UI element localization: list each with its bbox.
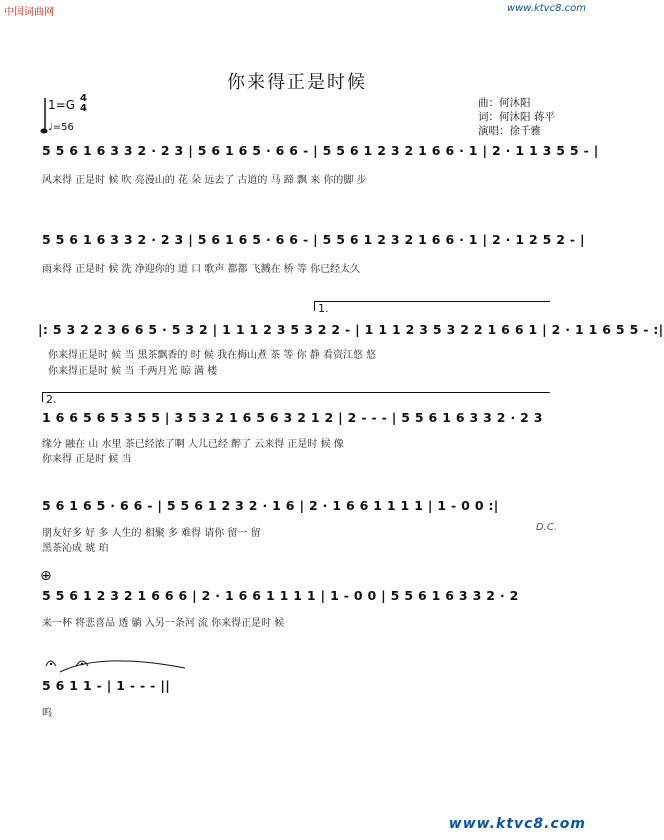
score-row-5-lyrics-1: 朋友好多 好 多 人生的 相聚 多 难得 请你 留一 留 bbox=[42, 528, 261, 539]
dc-marking: D.C. bbox=[536, 522, 558, 533]
score-row-3-notes: |: 5 3 2 2 3 6 6 5 · 5 3 2 | 1 1 1 2 3 5 3 2 2 - | 1 1 1 2 3 5 3 2 2 1 6 6 1 | 2 · 1 1 6 5 5 - :| bbox=[38, 322, 664, 337]
score-row-4-lyrics-2: 你来得 正是时 候 当 bbox=[42, 454, 132, 465]
score-row-4-notes: 1 6 6 5 6 5 3 5 5 | 3 5 3 2 1 6 5 6 3 2 1 2 | 2 - - - | 5 5 6 1 6 3 3 2 · 2 3 bbox=[42, 410, 543, 425]
key-block bbox=[40, 94, 100, 136]
song-title: 你来得正是时候 bbox=[227, 72, 367, 93]
score-row-1-notes: 5 5 6 1 6 3 3 2 · 2 3 | 5 6 1 6 5 · 6 6 - | 5 5 6 1 2 3 2 1 6 6 · 1 | 2 · 1 1 3 5 5 - | bbox=[42, 143, 599, 158]
score-row-6-notes: 5 5 6 1 2 3 2 1 6 6 6 | 2 · 1 6 6 1 1 1 1 | 1 - 0 0 | 5 5 6 1 6 3 3 2 · 2 bbox=[42, 588, 519, 603]
meter-top: 4 bbox=[80, 93, 87, 104]
fermata-and-slurs bbox=[40, 652, 190, 676]
credits bbox=[478, 96, 555, 138]
score-row-2-lyrics: 雨来得 正是时 候 洗 净迎你的 道 口 歌声 都都 飞溅在 桥 等 你已经太久 bbox=[42, 264, 361, 275]
score-row-3-lyrics-1: 你来得正是时 候 当 黑茶飘香的 时 候 我在梅山煮 茶 等 你 静 看资江悠 悠 bbox=[48, 350, 377, 361]
score-row-5-lyrics-2: 黑茶沁成 琥 珀 bbox=[42, 543, 109, 554]
score-row-6-lyrics: 来一杯 将悲喜品 透 躺 入另一条河 流 你来得正是时 候 bbox=[42, 618, 285, 629]
key-signature: 1=G bbox=[48, 98, 75, 112]
score-row-2-notes: 5 5 6 1 6 3 3 2 · 2 3 | 5 6 1 6 5 · 6 6 - | 5 5 6 1 2 3 2 1 6 6 · 1 | 2 · 1 2 5 2 - | bbox=[42, 232, 585, 247]
score-row-7-notes: 5 6 1 1 - | 1 - - - || bbox=[42, 678, 171, 693]
score-row-1-lyrics: 风来得 正是时 候 吹 亮漫山的 花 朵 远去了 古道的 马 蹄 飘 来 你的脚 步 bbox=[42, 175, 367, 186]
score-row-4-lyrics-1: 缘分 融在 山 水里 茶已经浓了啊 人儿已经 醉了 云来得 正是时 候 像 bbox=[42, 439, 344, 450]
second-ending-bracket-side bbox=[42, 392, 43, 402]
tempo-mark: ♩=56 bbox=[48, 122, 74, 133]
watermark-bottom-right: www.ktvc8.com bbox=[448, 816, 586, 832]
score-row-7-lyrics: 呜 bbox=[42, 708, 52, 719]
coda-icon: ⊕ bbox=[40, 568, 52, 584]
first-ending-marker: 1. bbox=[318, 302, 329, 315]
time-signature bbox=[80, 94, 87, 114]
second-ending-marker: 2. bbox=[46, 393, 57, 406]
score-row-5-notes: 5 6 1 6 5 · 6 6 - | 5 5 6 1 2 3 2 · 1 6 | 2 · 1 6 6 1 1 1 1 | 1 - 0 0 :| bbox=[42, 498, 499, 513]
watermark-top-right: www.ktvc8.com bbox=[506, 3, 586, 14]
score-row-3-lyrics-2: 你来得正是时 候 当 千两月光 晾 满 楼 bbox=[48, 366, 218, 377]
second-ending-bracket bbox=[42, 392, 550, 393]
first-ending-bracket-side bbox=[314, 301, 315, 311]
watermark-top-left: 中国词曲网 bbox=[4, 7, 54, 18]
credit-music: 曲：何沐阳 bbox=[478, 97, 531, 109]
credit-singer: 演唱：徐千雅 bbox=[478, 125, 541, 137]
meter-bottom: 4 bbox=[80, 103, 87, 114]
first-ending-bracket bbox=[314, 301, 550, 302]
credit-lyrics: 词：何沐阳 蒋平 bbox=[478, 111, 555, 123]
